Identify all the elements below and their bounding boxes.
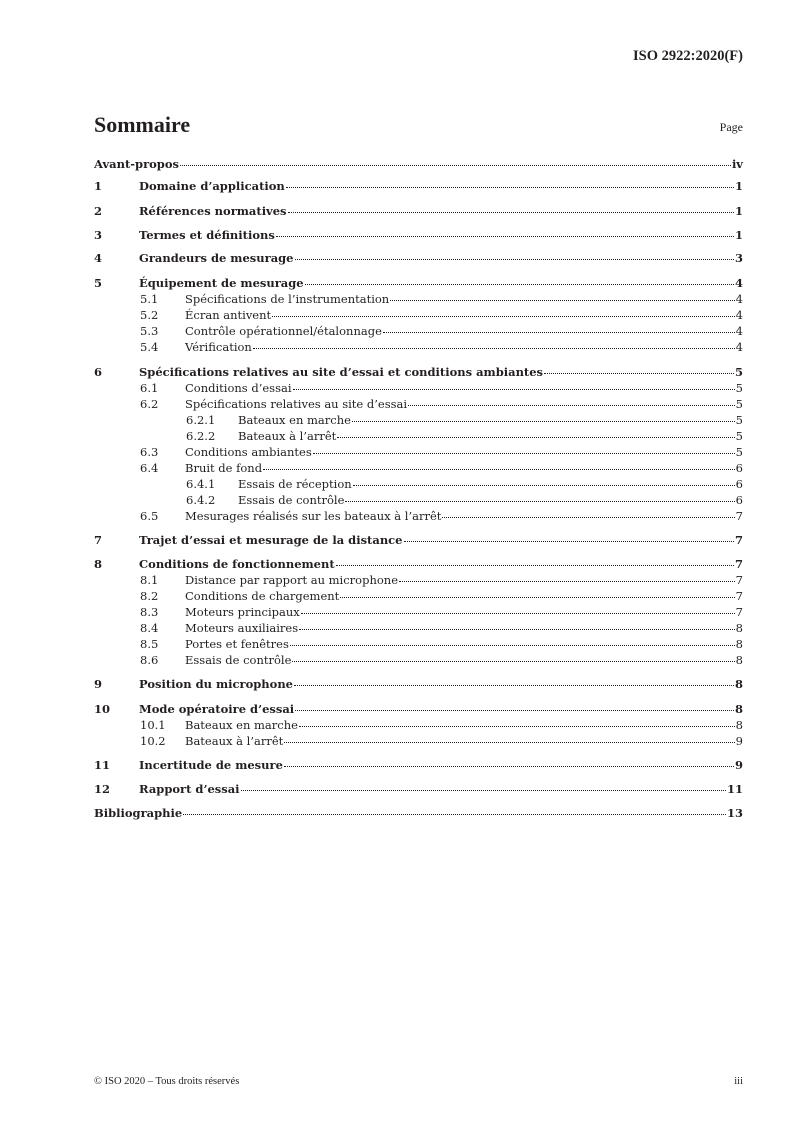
toc-entry-title: Moteurs auxiliaires — [185, 621, 299, 635]
toc-entry-number: 9 — [94, 677, 103, 691]
toc-entry-page: 5 — [735, 397, 743, 411]
toc-leader-dots — [272, 315, 735, 317]
toc-entry[interactable] — [94, 476, 743, 492]
toc-entry[interactable] — [94, 757, 743, 773]
toc-entry-number: 6.2.2 — [186, 429, 216, 443]
toc-entry[interactable] — [94, 805, 743, 821]
toc-entry-title: Bateaux à l’arrêt — [238, 429, 337, 443]
toc-leader-dots — [295, 709, 734, 711]
toc-entry-number: 6 — [94, 365, 103, 379]
toc-entry-page: 7 — [734, 533, 743, 547]
toc-entry[interactable] — [94, 396, 743, 412]
toc-entry-title: Position du microphone — [139, 677, 293, 691]
toc-leader-dots — [253, 347, 735, 349]
toc-entry[interactable] — [94, 460, 743, 476]
toc-entry[interactable] — [94, 339, 743, 355]
toc-entry-number: 6.2 — [140, 397, 159, 411]
toc-entry[interactable] — [94, 604, 743, 620]
toc-entry-title: Domaine d’application — [139, 179, 285, 193]
toc-entry-page: 7 — [735, 509, 743, 523]
toc-entry-page: 4 — [735, 340, 743, 354]
toc-entry-page: 1 — [734, 204, 743, 218]
toc-entry-number: 10.2 — [140, 734, 166, 748]
toc-entry-title: Références normatives — [139, 204, 287, 218]
toc-entry[interactable] — [94, 275, 743, 291]
toc-entry-page: 8 — [734, 702, 743, 716]
toc-entry-number: 8 — [94, 557, 103, 571]
toc-entry-page: 8 — [735, 653, 743, 667]
toc-entry-number: 10.1 — [140, 718, 166, 732]
toc-entry-page: 8 — [735, 621, 743, 635]
toc-entry[interactable] — [94, 781, 743, 797]
toc-entry-title: Essais de réception — [238, 477, 352, 491]
toc-entry[interactable] — [94, 717, 743, 733]
toc-entry[interactable] — [94, 508, 743, 524]
copyright-footer: © ISO 2020 – Tous droits réservés — [94, 1076, 240, 1087]
toc-entry-number: 8.6 — [140, 653, 159, 667]
toc-entry-page: 5 — [735, 413, 743, 427]
toc-entry[interactable] — [94, 636, 743, 652]
toc-entry-title: Trajet d’essai et mesurage de la distance — [139, 533, 403, 547]
toc-entry-number: 8.5 — [140, 637, 159, 651]
toc-entry-page: 6 — [735, 477, 743, 491]
toc-entry-number: 10 — [94, 702, 111, 716]
toc-entry-page: 4 — [735, 324, 743, 338]
toc-entry-page: 7 — [735, 589, 743, 603]
toc-entry[interactable] — [94, 572, 743, 588]
toc-leader-dots — [180, 164, 731, 166]
page-number-footer: iii — [734, 1076, 743, 1087]
toc-entry-title: Conditions ambiantes — [185, 445, 312, 459]
toc-entry-title: Avant-propos — [94, 157, 179, 171]
toc-leader-dots — [292, 660, 734, 662]
toc-entry-page: 5 — [734, 365, 743, 379]
toc-entry[interactable] — [94, 412, 743, 428]
toc-leader-dots — [340, 596, 734, 598]
toc-entry-number: 6.4.2 — [186, 493, 216, 507]
toc-entry[interactable] — [94, 323, 743, 339]
toc-entry-page: 13 — [726, 806, 743, 820]
toc-entry-page: 9 — [735, 734, 743, 748]
toc-leader-dots — [337, 436, 734, 438]
toc-leader-dots — [284, 741, 734, 743]
toc-entry-title: Bibliographie — [94, 806, 183, 820]
toc-entry[interactable] — [94, 444, 743, 460]
toc-entry-title: Mesurages réalisés sur les bateaux à l’arrêt — [185, 509, 442, 523]
toc-leader-dots — [408, 404, 735, 406]
toc-entry-title: Portes et fenêtres — [185, 637, 289, 651]
toc-entry-page: 1 — [734, 179, 743, 193]
toc-entry[interactable] — [94, 307, 743, 323]
toc-entry-number: 8.2 — [140, 589, 159, 603]
toc-entry-page: 6 — [735, 461, 743, 475]
toc-entry-number: 6.3 — [140, 445, 159, 459]
toc-leader-dots — [284, 765, 734, 767]
page-column-label: Page — [719, 120, 743, 134]
toc-entry-page: 1 — [734, 228, 743, 242]
toc-entry-number: 6.1 — [140, 381, 159, 395]
toc-entry-title: Spécifications relatives au site d’essai — [185, 397, 408, 411]
toc-entry[interactable] — [94, 676, 743, 692]
toc-leader-dots — [183, 813, 726, 815]
toc-entry-number: 1 — [94, 179, 103, 193]
toc-entry-page: 5 — [735, 445, 743, 459]
toc-entry-number: 6.4 — [140, 461, 159, 475]
toc-entry-number: 6.2.1 — [186, 413, 216, 427]
toc-entry-page: 8 — [735, 718, 743, 732]
toc-entry[interactable] — [94, 291, 743, 307]
toc-entry-page: 4 — [735, 292, 743, 306]
toc-entry-number: 2 — [94, 204, 103, 218]
toc-entry[interactable] — [94, 380, 743, 396]
toc-entry-page: 4 — [734, 276, 743, 290]
toc-entry-title: Incertitude de mesure — [139, 758, 283, 772]
toc-entry-title: Écran antivent — [185, 308, 272, 322]
toc-entry[interactable] — [94, 227, 743, 243]
toc-leader-dots — [336, 564, 734, 566]
toc-leader-dots — [295, 258, 734, 260]
toc-entry-title: Mode opératoire d’essai — [139, 702, 295, 716]
toc-entry-number: 4 — [94, 251, 103, 265]
toc-leader-dots — [294, 684, 734, 686]
toc-entry-number: 8.4 — [140, 621, 159, 635]
toc-entry-title: Moteurs principaux — [185, 605, 300, 619]
toc-entry-page: 8 — [735, 637, 743, 651]
toc-entry-title: Grandeurs de mesurage — [139, 251, 294, 265]
toc-entry-title: Spécifications de l’instrumentation — [185, 292, 390, 306]
toc-leader-dots — [241, 789, 726, 791]
toc-entry[interactable] — [94, 588, 743, 604]
toc-leader-dots — [390, 299, 734, 301]
toc-entry-number: 5.3 — [140, 324, 159, 338]
toc-entry-page: 7 — [734, 557, 743, 571]
toc-entry-number: 8.3 — [140, 605, 159, 619]
toc-entry-title: Bateaux à l’arrêt — [185, 734, 284, 748]
toc-entry-number: 5.2 — [140, 308, 159, 322]
toc-leader-dots — [305, 283, 734, 285]
toc-entry-title: Spécifications relatives au site d’essai et conditions ambiantes — [139, 365, 544, 379]
toc-entry-number: 5.1 — [140, 292, 159, 306]
toc-entry[interactable] — [94, 492, 743, 508]
toc-entry-page: 5 — [735, 381, 743, 395]
toc-entry[interactable] — [94, 156, 743, 172]
toc-entry[interactable] — [94, 178, 743, 194]
document-id-header: ISO 2922:2020(F) — [633, 48, 743, 64]
toc-entry-number: 7 — [94, 533, 103, 547]
toc-entry-number: 6.5 — [140, 509, 159, 523]
toc-leader-dots — [301, 612, 735, 614]
toc-entry-title: Bateaux en marche — [238, 413, 351, 427]
toc-leader-dots — [299, 725, 735, 727]
toc-entry[interactable] — [94, 652, 743, 668]
toc-entry-number: 3 — [94, 228, 103, 242]
toc-entry-title: Conditions de chargement — [185, 589, 340, 603]
toc-leader-dots — [345, 500, 734, 502]
toc-entry-number: 8.1 — [140, 573, 159, 587]
toc-entry-title: Vérification — [185, 340, 252, 354]
toc-entry-page: 3 — [734, 251, 743, 265]
toc-leader-dots — [286, 186, 734, 188]
toc-entry-page: 4 — [735, 308, 743, 322]
toc-entry-title: Conditions d’essai — [185, 381, 292, 395]
toc-entry[interactable] — [94, 250, 743, 266]
toc-entry-number: 11 — [94, 758, 111, 772]
toc-entry-number: 6.4.1 — [186, 477, 216, 491]
toc-leader-dots — [383, 331, 735, 333]
toc-leader-dots — [404, 540, 734, 542]
toc-entry-page: iv — [731, 157, 743, 171]
toc-entry-title: Conditions de fonctionnement — [139, 557, 335, 571]
toc-entry-number: 5 — [94, 276, 103, 290]
toc-leader-dots — [442, 516, 734, 518]
toc-entry-title: Bateaux en marche — [185, 718, 298, 732]
toc-entry[interactable] — [94, 620, 743, 636]
toc-entry-title: Contrôle opérationnel/étalonnage — [185, 324, 382, 338]
toc-leader-dots — [276, 235, 734, 237]
toc-entry[interactable] — [94, 701, 743, 717]
toc-leader-dots — [293, 388, 735, 390]
toc-entry-page: 7 — [735, 573, 743, 587]
toc-leader-dots — [313, 452, 735, 454]
toc-entry-number: 12 — [94, 782, 111, 796]
toc-entry-page: 9 — [734, 758, 743, 772]
toc-entry[interactable] — [94, 364, 743, 380]
toc-entry[interactable] — [94, 733, 743, 749]
toc-entry[interactable] — [94, 428, 743, 444]
toc-entry-title: Essais de contrôle — [185, 653, 292, 667]
toc-entry-title: Rapport d’essai — [139, 782, 240, 796]
toc-entry-number: 5.4 — [140, 340, 159, 354]
toc-leader-dots — [544, 372, 734, 374]
toc-entry-title: Essais de contrôle — [238, 493, 345, 507]
toc-leader-dots — [353, 484, 735, 486]
toc-entry-page: 5 — [735, 429, 743, 443]
toc-entry-page: 8 — [734, 677, 743, 691]
toc-entry-title: Bruit de fond — [185, 461, 263, 475]
toc-entry-title: Distance par rapport au microphone — [185, 573, 398, 587]
toc-entry-title: Termes et définitions — [139, 228, 275, 242]
toc-entry[interactable] — [94, 532, 743, 548]
toc-entry[interactable] — [94, 203, 743, 219]
toc-leader-dots — [399, 580, 735, 582]
toc-entry-page: 7 — [735, 605, 743, 619]
toc-entry-title: Équipement de mesurage — [139, 276, 304, 290]
toc-leader-dots — [288, 211, 734, 213]
toc-entry-page: 11 — [726, 782, 743, 796]
toc-leader-dots — [299, 628, 735, 630]
toc-leader-dots — [290, 644, 735, 646]
toc-title: Sommaire — [94, 112, 191, 137]
toc-entry-page: 6 — [735, 493, 743, 507]
toc-entry[interactable] — [94, 556, 743, 572]
toc-leader-dots — [263, 468, 735, 470]
toc-leader-dots — [352, 420, 735, 422]
